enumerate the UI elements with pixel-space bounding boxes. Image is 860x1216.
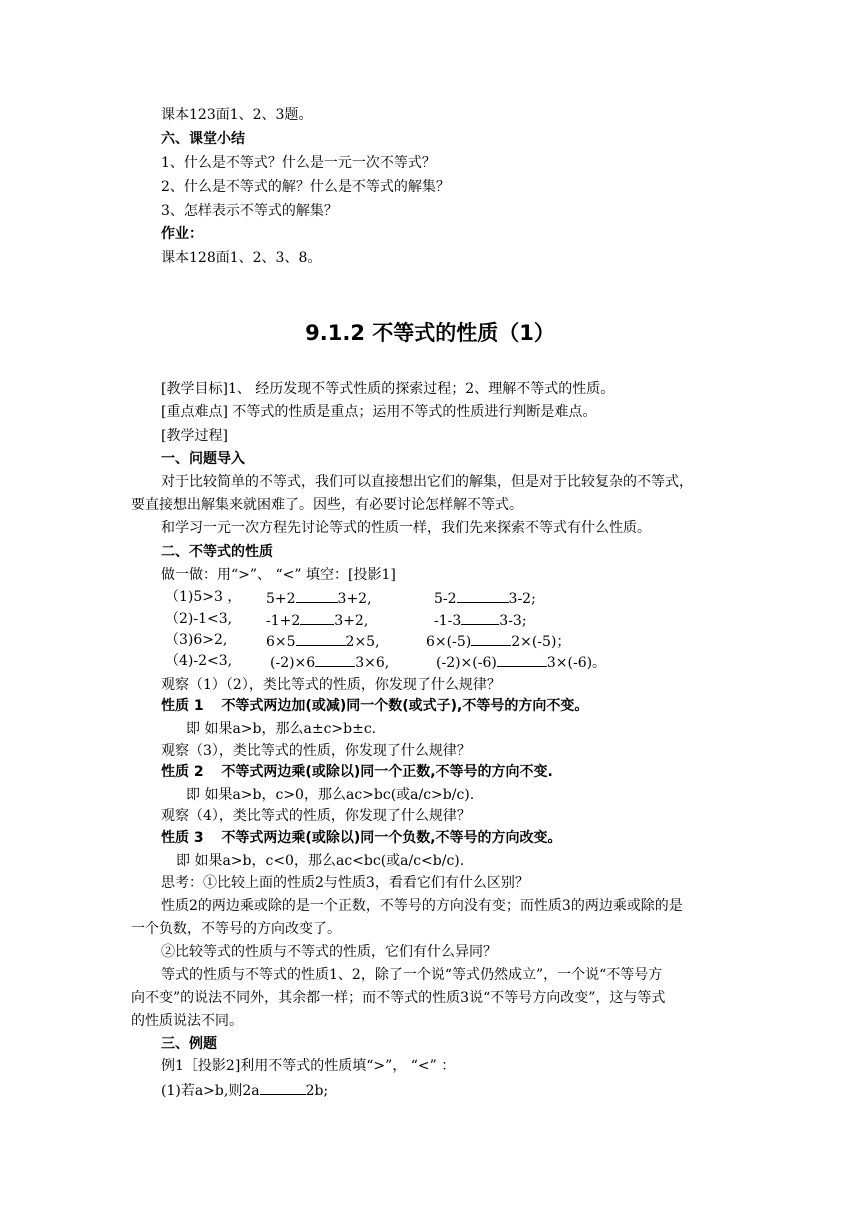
teaching-process-heading: [教学过程] bbox=[161, 428, 228, 444]
expr: 3+2, bbox=[334, 613, 369, 629]
answer-blank[interactable] bbox=[260, 1081, 306, 1095]
section-heading-summary: 六、课堂小结 bbox=[161, 131, 245, 147]
key-points-text: 不等式的性质是重点；运用不等式的性质进行判断是难点。 bbox=[227, 404, 597, 420]
observation-3: 观察（4），类比等式的性质，你发现了什么规律？ bbox=[161, 808, 471, 824]
property-2 bbox=[161, 764, 553, 780]
answer-blank[interactable] bbox=[296, 589, 338, 603]
teaching-goals bbox=[161, 381, 614, 397]
homework-text: 课本128面1、2、3、8。 bbox=[161, 250, 322, 266]
section-heading-properties: 二、不等式的性质 bbox=[161, 544, 273, 560]
property-3 bbox=[161, 830, 562, 846]
property-3-formula: 即 如果a>b，c<0，那么ac<bc(或a/c<b/c). bbox=[176, 853, 465, 869]
expr: -1-3 bbox=[434, 613, 462, 629]
summary-question-3: 3、怎样表示不等式的解集？ bbox=[161, 203, 338, 219]
paragraph-line: 等式的性质与不等式的性质1、2，除了一个说“等式仍然成立”，一个说“不等号方 bbox=[161, 967, 663, 983]
property-2-text: 不等式两边乘(或除以)同一个正数,不等号的方向不变. bbox=[221, 764, 553, 780]
answer-blank[interactable] bbox=[461, 611, 499, 625]
paragraph-line: 一个负数，不等号的方向改变了。 bbox=[131, 921, 341, 937]
homework-heading: 作业： bbox=[161, 226, 203, 242]
expr: 2×5, bbox=[345, 634, 380, 650]
observation-2: 观察（3），类比等式的性质，你发现了什么规律？ bbox=[161, 743, 471, 759]
fill-in-prompt: 做一做：用“>”、 “<” 填空：[投影1] bbox=[161, 567, 396, 583]
paragraph-line: 要直接想出解集来就困难了。因些，有必要讨论怎样解不等式。 bbox=[131, 497, 523, 513]
expr: 5-2 bbox=[434, 591, 457, 607]
exercise-given: （4)-2<3, bbox=[165, 653, 233, 669]
expr: 6×(-5) bbox=[426, 634, 472, 650]
exercise-left bbox=[266, 589, 372, 607]
property-2-formula: 即 如果a>b，c>0，那么ac>bc(或a/c>b/c). bbox=[186, 787, 475, 803]
property-1-formula: 即 如果a>b，那么a±c>b±c. bbox=[186, 721, 377, 737]
expr: (-2)×(-6) bbox=[436, 655, 497, 671]
expr: 6×5 bbox=[266, 634, 296, 650]
expr: 3+2, bbox=[337, 591, 372, 607]
expr: 5+2 bbox=[266, 591, 296, 607]
property-2-label: 性质 2 bbox=[161, 764, 204, 780]
teaching-goals-label: [教学目标] bbox=[161, 381, 228, 397]
key-points bbox=[161, 404, 596, 420]
example-1-prompt: 例1［投影2]利用不等式的性质填“>”， “<” ： bbox=[161, 1058, 456, 1074]
textbook-exercise-line: 课本123面1、2、3题。 bbox=[161, 107, 313, 123]
expr: -1+2 bbox=[266, 613, 301, 629]
expr: 2b; bbox=[305, 1083, 329, 1099]
exercise-right bbox=[426, 632, 570, 650]
answer-blank[interactable] bbox=[300, 611, 334, 625]
exercise-given: （2)-1<3, bbox=[165, 611, 233, 627]
property-1-label: 性质 1 bbox=[161, 698, 204, 714]
exercise-left bbox=[266, 632, 380, 650]
summary-question-1: 1、什么是不等式？什么是一元一次不等式？ bbox=[161, 155, 436, 171]
property-1-text: 不等式两边加(或减)同一个数(或式子),不等号的方向不变。 bbox=[221, 698, 589, 714]
think-question-1: 思考：①比较上面的性质2与性质3，看看它们有什么区别？ bbox=[161, 875, 529, 891]
exercise-given: （1)5>3 ， bbox=[165, 589, 242, 605]
answer-blank[interactable] bbox=[497, 653, 547, 667]
expr: 3×6, bbox=[355, 655, 390, 671]
answer-blank[interactable] bbox=[315, 653, 355, 667]
exercise-left bbox=[270, 653, 389, 671]
exercise-left bbox=[266, 611, 368, 629]
expr: 3-2; bbox=[508, 591, 536, 607]
answer-blank[interactable] bbox=[296, 632, 346, 646]
summary-question-2: 2、什么是不等式的解？什么是不等式的解集？ bbox=[161, 179, 450, 195]
property-3-text: 不等式两边乘(或除以)同一个负数,不等号的方向改变。 bbox=[221, 830, 562, 846]
exercise-given: （3)6>2, bbox=[165, 632, 228, 648]
exercise-right bbox=[434, 611, 527, 629]
exercise-right bbox=[434, 589, 536, 607]
lesson-title: 9.1.2 不等式的性质（1） bbox=[305, 321, 555, 345]
paragraph-line: 向不变”的说法不同外，其余都一样；而不等式的性质3说“不等号方向改变”，这与等式 bbox=[131, 990, 666, 1006]
property-1 bbox=[161, 698, 588, 714]
expr: (-2)×6 bbox=[270, 655, 316, 671]
paragraph-line: 的性质说法不同。 bbox=[131, 1013, 243, 1029]
answer-blank[interactable] bbox=[471, 632, 511, 646]
example-1-part-1 bbox=[161, 1081, 328, 1099]
key-points-label: [重点难点] bbox=[161, 404, 228, 420]
exercise-right bbox=[436, 653, 606, 671]
expr: (1)若a>b,则2a bbox=[161, 1083, 260, 1099]
answer-blank[interactable] bbox=[457, 589, 509, 603]
section-heading-intro: 一、问题导入 bbox=[161, 451, 245, 467]
expr: 3-3; bbox=[499, 613, 527, 629]
section-heading-examples: 三、例题 bbox=[161, 1036, 217, 1052]
paragraph-line: 和学习一元一次方程先讨论等式的性质一样，我们先来探索不等式有什么性质。 bbox=[161, 520, 651, 536]
observation-1: 观察（1）（2），类比等式的性质，你发现了什么规律？ bbox=[161, 677, 501, 693]
expr: 3×(-6)。 bbox=[546, 655, 607, 671]
teaching-goals-text: 1、 经历发现不等式性质的探索过程；2、理解不等式的性质。 bbox=[227, 381, 615, 397]
paragraph-line: 性质2的两边乘或除的是一个正数，不等号的方向没有变；而性质3的两边乘或除的是 bbox=[161, 898, 683, 914]
expr: 2×(-5)； bbox=[511, 634, 571, 650]
property-3-label: 性质 3 bbox=[161, 830, 204, 846]
paragraph-line: 对于比较简单的不等式，我们可以直接想出它们的解集，但是对于比较复杂的不等式， bbox=[161, 474, 693, 490]
think-question-2: ②比较等式的性质与不等式的性质，它们有什么异同？ bbox=[161, 944, 497, 960]
